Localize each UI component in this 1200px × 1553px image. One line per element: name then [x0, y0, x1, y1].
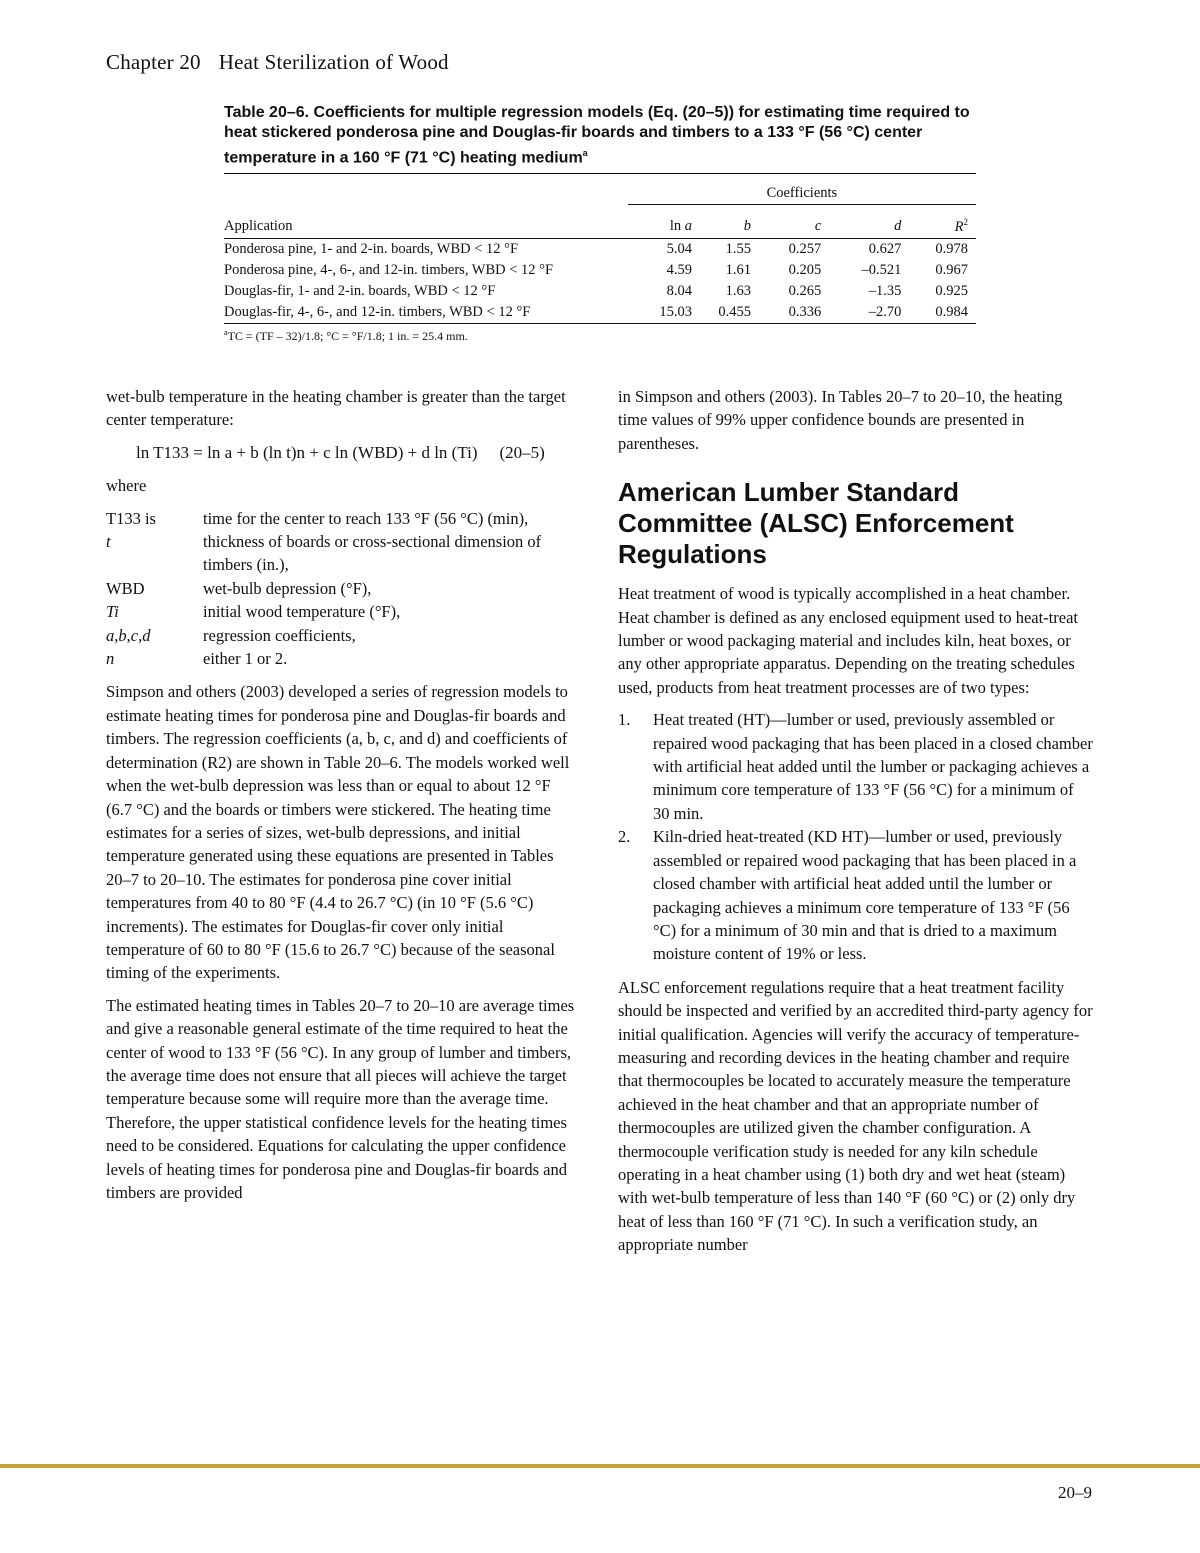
table-row: Douglas-fir, 4-, 6-, and 12-in. timbers, WBD < 12 °F 15.03 0.455 0.336 –2.70 0.984 — [224, 302, 976, 324]
chapter-header — [106, 50, 449, 75]
chapter-number: Chapter 20 — [106, 50, 201, 74]
coefficients-group-header: Coefficients — [628, 174, 976, 205]
table-row: Ponderosa pine, 4-, 6-, and 12-in. timbers, WBD < 12 °F 4.59 1.61 0.205 –0.521 0.967 — [224, 262, 968, 279]
equation-number: (20–5) — [499, 442, 545, 462]
table-footnote: $^a$TC = (TF – 32)/1.8; °C = °F/1.8; 1 in. = 25.4 mm. — [224, 328, 468, 344]
paragraph: ALSC enforcement regulations require that a heat treatment facility should be inspected and verified by an accredited third-party agency for initial qualification. Agencies will verify the accuracy of temperature-measuring and recording devices in the heating chamber and require that thermocouples be located to accurately measure the temperature achieved in the heat chamber and that an appropriate number of thermocouples are utilized given the chamber configuration. A thermocouple verification study is needed for any kiln schedule operating in a heat chamber using (1) both dry and wet heat (steam) with wet-bulb temperature of less than 140 °F (60 °C) or (2) only dry heat of less than 160 °F (71 °C). In such a verification study, an appropriate number — [618, 977, 1093, 1255]
col-header-application: Application — [224, 205, 628, 239]
caption-note-marker: a — [582, 148, 588, 158]
paragraph: in Simpson and others (2003). In Tables 20–7 to 20–10, the heating time values of 99% upper confidence bounds are presented in parentheses. — [618, 387, 1063, 453]
col-header-c: c — [759, 205, 829, 239]
definition-item: T133 is time for the center to reach 133 °F (56 °C) (min), — [106, 508, 529, 528]
section-heading: American Lumber Standard Committee (ALSC) Enforcement Regulations — [618, 477, 1014, 570]
page-number: 20–9 — [1058, 1483, 1092, 1502]
left-column — [106, 385, 580, 1213]
list-item: 1. Heat treated (HT)—lumber or used, previously assembled or repaired wood packaging that has been placed in a closed chamber with artificial heat added until the lumber or packaging achieves a minimum core temperature of 133 °F (56 °C) for a minimum of 30 min. — [618, 710, 1093, 823]
col-header-b: b — [700, 205, 759, 239]
definition-item: t thickness of boards or cross-sectional dimension of timbers (in.), — [106, 532, 542, 575]
table-caption: Table 20–6. Coefficients for multiple regression models (Eq. (20–5)) for estimating time required to heat stickered ponderosa pine and Douglas-fir boards and timbers to a 133 °F (56 °C) center temperature in a 160 °F (71 °C) heating medium$^a$ — [224, 104, 970, 167]
where-label: where — [106, 476, 147, 496]
definition-item: n either 1 or 2. — [106, 649, 288, 669]
paragraph: Heat treatment of wood is typically accomplished in a heat chamber. Heat chamber is defined as any enclosed equipment used to heat-treat lumber or wood packaging material and includes kiln, heat boxes, or any other appropriate apparatus. Depending on the treating schedules used, products from heat treatment processes are of two types: — [618, 584, 1078, 697]
chapter-title: Heat Sterilization of Wood — [218, 50, 449, 74]
intro-paragraph: wet-bulb temperature in the heating chamber is greater than the target center temperature: — [106, 387, 566, 430]
definitions-list — [106, 507, 580, 671]
regression-table-block — [224, 103, 976, 344]
list-item: 2. Kiln-dried heat-treated (KD HT)—lumber or used, previously assembled or repaired wood packaging that has been placed in a closed chamber with artificial heat added until the lumber or packaging achieves a minimum core temperature of 133 °F (56 °C) for a minimum of 30 min and that is dried to a maximum moisture content of 19% or less. — [618, 827, 1077, 964]
table-row: Douglas-fir, 1- and 2-in. boards, WBD < 12 °F 8.04 1.63 0.265 –1.35 0.925 — [224, 283, 968, 300]
right-column — [618, 385, 1094, 1266]
paragraph: The estimated heating times in Tables 20–7 to 20–10 are average times and give a reasonable general estimate of the time required to heat the center of wood to 133 °F (56 °C). In any group of lumber and timbers, the average time does not ensure that all pieces will achieve the target temperature because some will require more than the average time. Therefore, the upper statistical confidence levels for the heating times need to be considered. Equations for calculating the upper confidence levels of heating times for ponderosa pine and Douglas-fir boards and timbers are provided — [106, 995, 575, 1202]
paragraph: Simpson and others (2003) developed a series of regression models to estimate heating times for ponderosa pine and Douglas-fir boards and timbers. The regression coefficients (a, b, c, and d) and coefficients of determination (R2) are shown in Table 20–6. The models worked well when the wet-bulb depression was less than or equal to about 12 °F (6.7 °C) and the boards or timbers were stickered. The heating time estimates for a series of sizes, wet-bulb depressions, and initial temperature generated using these equations are presented in Tables 20–7 to 20–10. The estimates for ponderosa pine cover initial temperatures from 40 to 80 °F (4.4 to 26.7 °C) (in 10 °F (5.6 °C) increments). The estimates for Douglas-fir cover only initial temperature of 60 to 80 °F (15.6 to 26.7 °C) because of the seasonal timing of the experiments. — [106, 682, 570, 983]
col-header-r2: $R^2$ — [909, 205, 976, 239]
definition-item: WBD wet-bulb depression (°F), — [106, 578, 372, 598]
definition-item: a,b,c,d regression coefficients, — [106, 625, 356, 645]
definition-item: Ti initial wood temperature (°F), — [106, 602, 401, 622]
coefficients-table — [224, 173, 976, 324]
equation-text: ln T133 = ln a + b (ln t)n + c ln (WBD) + d ln (Ti) — [136, 442, 478, 462]
col-header-d: d — [829, 205, 909, 239]
col-header-ln-a: ln a — [628, 205, 700, 239]
footer-rule — [0, 1464, 1200, 1468]
treatment-types-list — [618, 708, 1094, 965]
equation-20-5 — [136, 441, 580, 464]
table-row: Ponderosa pine, 1- and 2-in. boards, WBD < 12 °F 5.04 1.55 0.257 0.627 0.978 — [224, 241, 968, 258]
